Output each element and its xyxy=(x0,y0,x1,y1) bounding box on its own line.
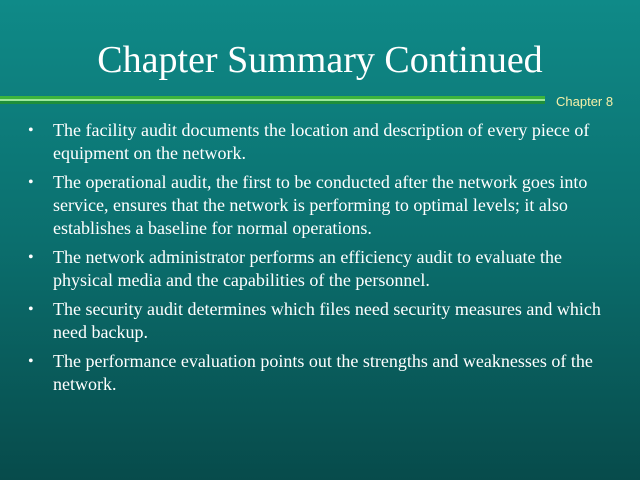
bullet-text: The security audit determines which files need security measures and which need backup. xyxy=(53,299,601,342)
bullet-text: The network administrator performs an efficiency audit to evaluate the physical media and the capabilities of the personnel. xyxy=(53,247,562,290)
bullet-item xyxy=(28,171,618,240)
bullet-text: The facility audit documents the location and description of every piece of equipment on the network. xyxy=(53,120,590,163)
bullet-list xyxy=(28,119,618,402)
bullet-dot: • xyxy=(28,249,34,266)
bullet-item xyxy=(28,119,618,165)
bullet-dot: • xyxy=(28,301,34,318)
title-rule-bottom xyxy=(0,101,545,104)
bullet-item xyxy=(28,350,618,396)
bullet-dot: • xyxy=(28,353,34,370)
slide-title: Chapter Summary Continued xyxy=(97,39,543,81)
chapter-label: Chapter 8 xyxy=(556,94,614,109)
bullet-item xyxy=(28,298,618,344)
bullet-dot: • xyxy=(28,174,34,191)
bullet-dot: • xyxy=(28,122,34,139)
bullet-text: The operational audit, the first to be conducted after the network goes into service, ensures that the network is performing to optimal levels; it also establishes a baseline for normal operations. xyxy=(53,172,588,238)
bullet-text: The performance evaluation points out the strengths and weaknesses of the network. xyxy=(53,351,593,394)
bullet-item xyxy=(28,246,618,292)
